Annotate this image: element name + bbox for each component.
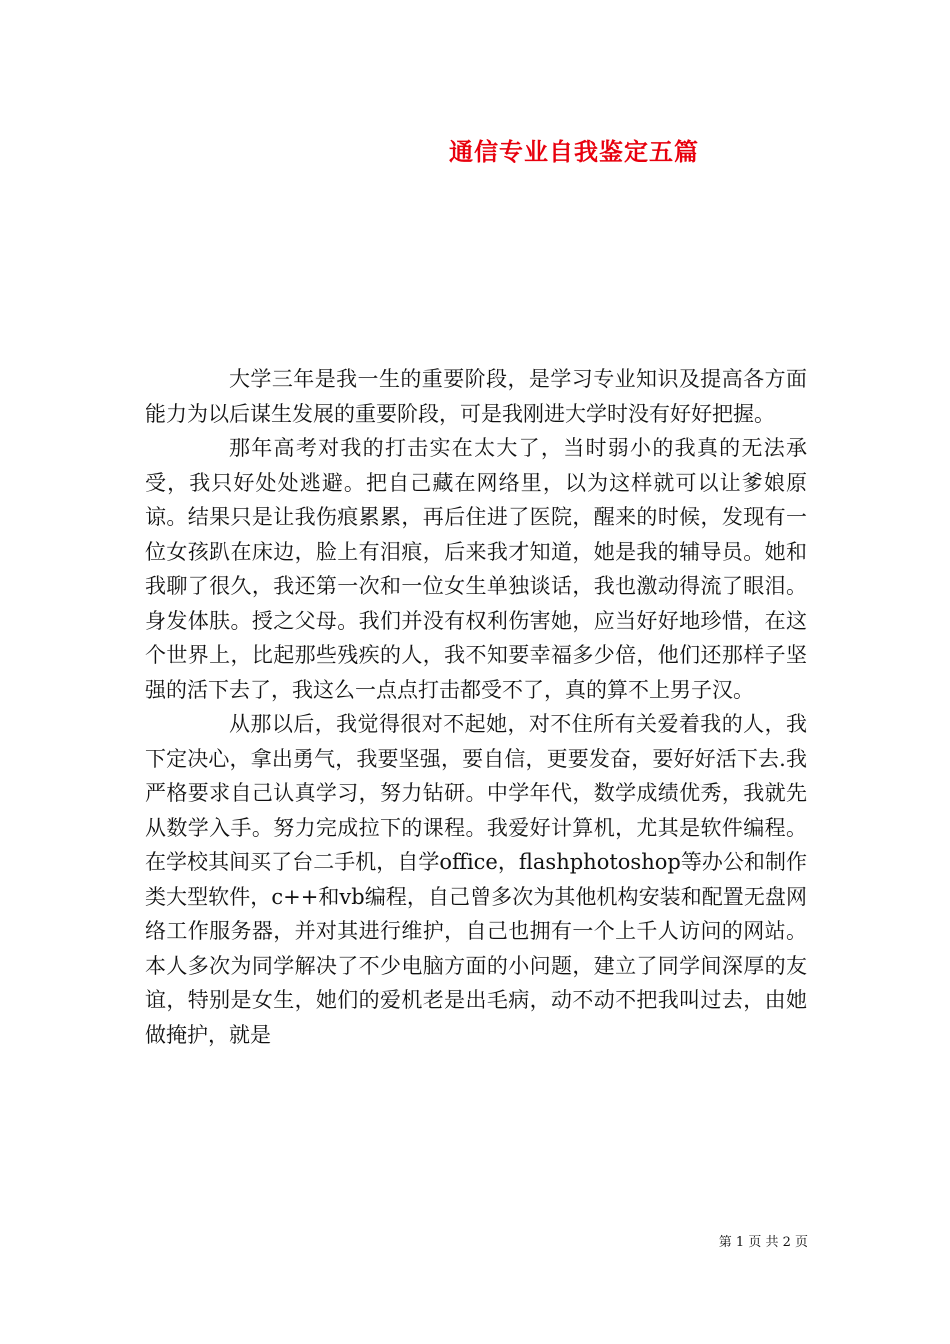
page-footer: 第 1 页 共 2 页 xyxy=(718,1235,808,1250)
document-body xyxy=(145,362,807,1052)
paragraph-3: 从那以后，我觉得很对不起她，对不住所有关爱着我的人，我下定决心，拿出勇气，我要坚强，要自信，更要发奋，要好好活下去.我严格要求自己认真学习，努力钻研。中学年代，数学成绩优秀，我就先从数学入手。努力完成拉下的课程。我爱好计算机，尤其是软件编程。在学校其间买了台二手机，自学office，flashphotoshop等办公和制作类大型软件，c++和vb编程，自己曾多次为其他机构安装和配置无盘网络工作服务器，并对其进行维护，自己也拥有一个上千人访问的网站。本人多次为同学解决了不少电脑方面的小问题，建立了同学间深厚的友谊，特别是女生，她们的爱机老是出毛病，动不动不把我叫过去，由她做掩护，就是 xyxy=(145,712,807,1047)
paragraph-1: 大学三年是我一生的重要阶段，是学习专业知识及提高各方面能力为以后谋生发展的重要阶段，可是我刚进大学时没有好好把握。 xyxy=(145,367,807,426)
paragraph-2: 那年高考对我的打击实在太大了，当时弱小的我真的无法承受，我只好处处逃避。把自己藏在网络里，以为这样就可以让爹娘原谅。结果只是让我伤痕累累，再后住进了医院，醒来的时候，发现有一位女孩趴在床边，脸上有泪痕，后来我才知道，她是我的辅导员。她和我聊了很久，我还第一次和一位女生单独谈话，我也激动得流了眼泪。身发体肤。授之父母。我们并没有权利伤害她，应当好好地珍惜，在这个世界上，比起那些残疾的人，我不知要幸福多少倍，他们还那样子坚强的活下去了，我这么一点点打击都受不了，真的算不上男子汉。 xyxy=(145,436,807,702)
document-title: 通信专业自我鉴定五篇 xyxy=(449,137,699,166)
